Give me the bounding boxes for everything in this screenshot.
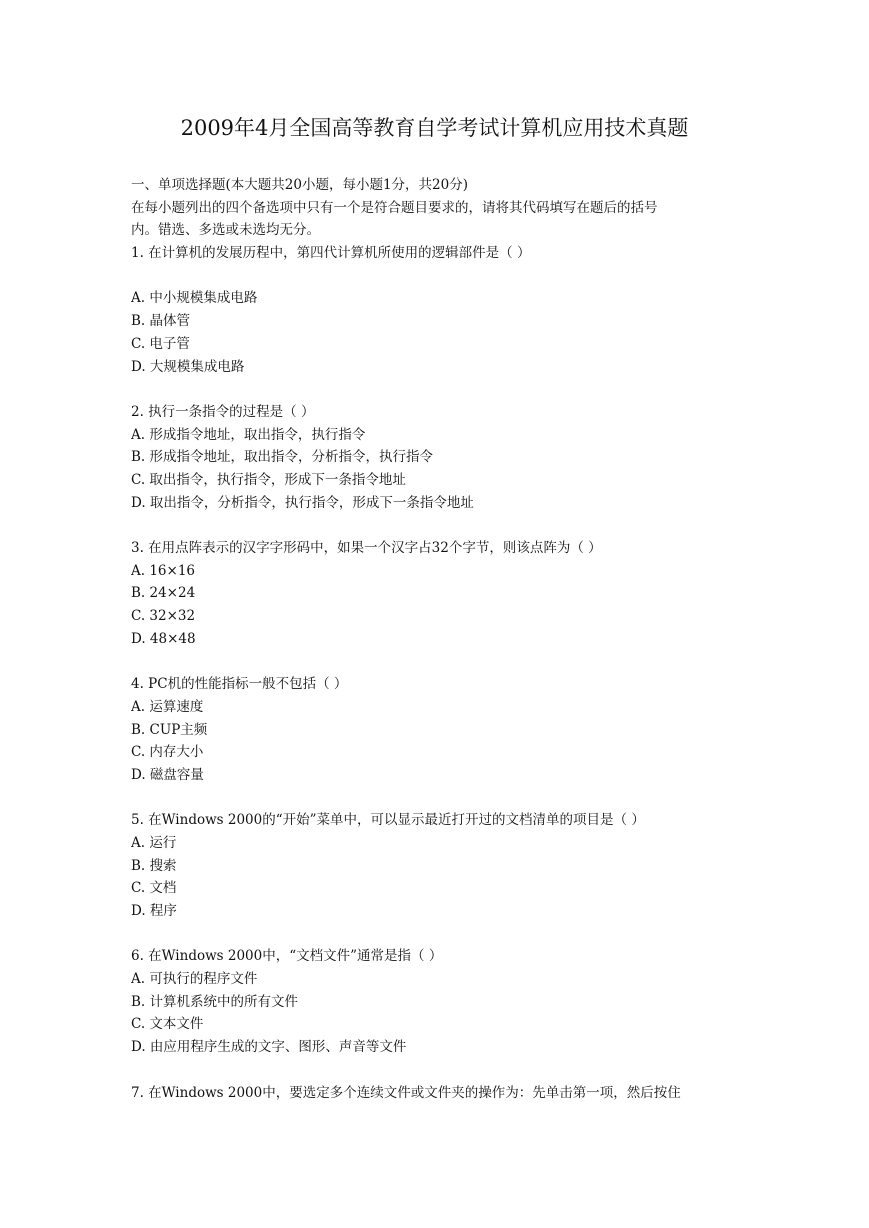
spacer: [131, 923, 751, 946]
spacer: [131, 787, 751, 810]
question-stem: 6. 在Windows 2000中，“文档文件”通常是指（ ）: [131, 948, 443, 965]
option-d: D. 大规模集成电路: [131, 358, 245, 375]
option-c: C. 电子管: [131, 335, 190, 352]
option-b: B. CUP主频: [131, 721, 208, 738]
option-b: B. 晶体管: [131, 313, 191, 330]
question-stem: 7. 在Windows 2000中，要选定多个连续文件或文件夹的操作为：先单击第一项，然后按住: [131, 1084, 681, 1101]
option-d: D. 48×48: [131, 630, 196, 647]
option-b: B. 形成指令地址，取出指令，分析指令，执行指令: [131, 449, 434, 466]
question-stem: 2. 执行一条指令的过程是（ ）: [131, 403, 315, 420]
instruction-line: 在每小题列出的四个备选项中只有一个是符合题目要求的，请将其代码填写在题后的括号: [131, 199, 658, 216]
question-stem: 5. 在Windows 2000的“开始”菜单中，可以显示最近打开过的文档清单的项目是（ ）: [131, 812, 645, 829]
option-a: A. 运算速度: [131, 698, 204, 715]
option-d: D. 取出指令，分析指令，执行指令，形成下一条指令地址: [131, 494, 474, 511]
option-b: B. 计算机系统中的所有文件: [131, 993, 299, 1010]
question-stem: 3. 在用点阵表示的汉字字形码中，如果一个汉字占32个字节，则该点阵为（ ）: [131, 540, 602, 556]
spacer: [131, 265, 751, 288]
option-c: C. 取出指令，执行指令，形成下一条指令地址: [131, 471, 406, 488]
option-b: B. 24×24: [131, 585, 196, 602]
option-b: B. 搜索: [131, 857, 177, 874]
exam-content: [131, 174, 751, 1104]
spacer: [131, 514, 751, 537]
instruction-line: 内。错选、多选或未选均无分。: [131, 222, 320, 239]
option-c: C. 文本文件: [131, 1016, 204, 1033]
option-d: D. 程序: [131, 903, 177, 919]
page-title: 2009年4月全国高等教育自学考试计算机应用技术真题: [180, 116, 689, 140]
question-stem: 4. PC机的性能指标一般不包括（ ）: [131, 676, 348, 693]
spacer: [131, 650, 751, 673]
option-a: A. 运行: [131, 834, 177, 851]
option-c: C. 32×32: [131, 608, 196, 625]
option-a: A. 可执行的程序文件: [131, 971, 258, 988]
question-stem: 1. 在计算机的发展历程中，第四代计算机所使用的逻辑部件是（ ）: [131, 245, 531, 262]
option-c: C. 文档: [131, 880, 177, 897]
option-a: A. 中小规模集成电路: [131, 290, 258, 307]
section-heading: 一、单项选择题(本大题共20小题，每小题1分，共20分): [131, 177, 468, 193]
option-d: D. 由应用程序生成的文字、图形、声音等文件: [131, 1039, 407, 1056]
spacer: [131, 1059, 751, 1082]
option-d: D. 磁盘容量: [131, 766, 204, 783]
spacer: [131, 378, 751, 401]
option-a: A. 16×16: [131, 562, 195, 579]
option-a: A. 形成指令地址，取出指令，执行指令: [131, 426, 366, 443]
option-c: C. 内存大小: [131, 744, 204, 761]
